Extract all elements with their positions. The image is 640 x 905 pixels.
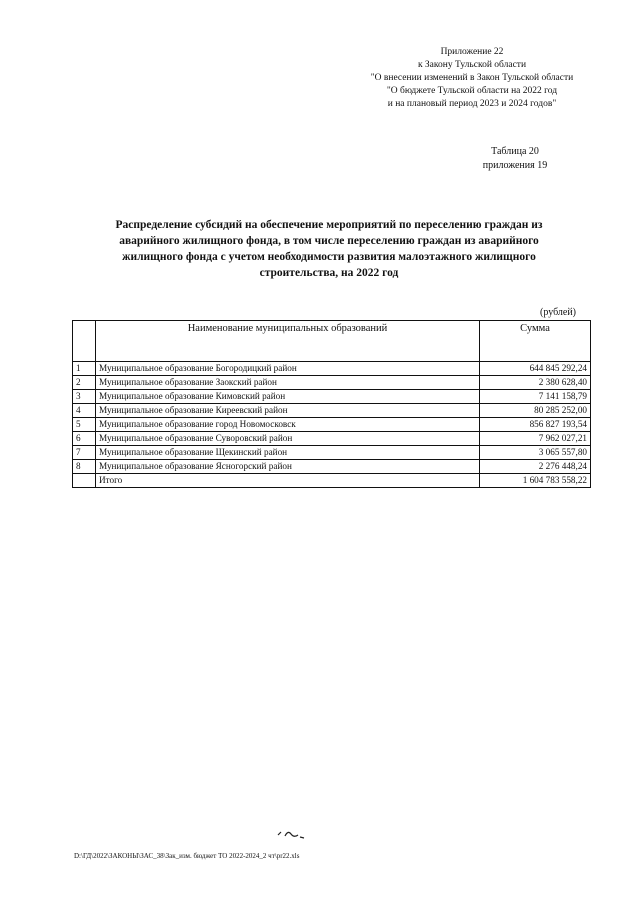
header-line: к Закону Тульской области — [417, 60, 527, 70]
table-row — [73, 432, 591, 446]
row-num: 3 — [73, 390, 96, 404]
row-sum: 7 962 027,21 — [480, 432, 591, 446]
document-header — [352, 46, 592, 111]
header-line: "О бюджете Тульской области на 2022 год — [386, 86, 558, 96]
row-name: Муниципальное образование Заокский район — [96, 376, 480, 390]
row-name: Муниципальное образование Щекинский район — [96, 446, 480, 460]
row-sum: 3 065 557,80 — [480, 446, 591, 460]
table-reference — [470, 145, 560, 173]
signature-mark — [276, 826, 306, 840]
table-row — [73, 376, 591, 390]
document-title: Распределение субсидий на обеспечение мероприятий по переселению граждан из аварийного жилищного фонда, в том числе переселению граждан из аварийного жилищного фонда с учетом необходимости развития малоэтажного жилищного строительства, на 2022 год — [115, 219, 543, 279]
table-row — [73, 460, 591, 474]
row-num: 1 — [73, 362, 96, 376]
table-ref-line: приложения 19 — [482, 160, 548, 171]
file-path-footer: D:\ГД\2022\ЗАКОНЫ\ЗАС_38\Зак_изм. бюджет ТО 2022-2024_2 чт\pr22.xls — [74, 852, 300, 860]
row-sum: 644 845 292,24 — [480, 362, 591, 376]
total-label: Итого — [96, 474, 480, 488]
row-name: Муниципальное образование Киреевский район — [96, 404, 480, 418]
row-sum: 80 285 252,00 — [480, 404, 591, 418]
row-sum: 2 276 448,24 — [480, 460, 591, 474]
row-name: Муниципальное образование город Новомосковск — [96, 418, 480, 432]
units-label: (рублей) — [540, 307, 577, 318]
header-num-cell — [73, 321, 96, 362]
row-num: 6 — [73, 432, 96, 446]
row-num: 8 — [73, 460, 96, 474]
row-sum: 856 827 193,54 — [480, 418, 591, 432]
header-sum-cell: Сумма — [480, 321, 591, 362]
table-row — [73, 404, 591, 418]
row-sum: 7 141 158,79 — [480, 390, 591, 404]
header-line: и на плановый период 2023 и 2024 годов" — [387, 99, 557, 109]
table-row — [73, 362, 591, 376]
subsidy-table — [72, 320, 591, 488]
total-row — [73, 474, 591, 488]
row-name: Муниципальное образование Богородицкий район — [96, 362, 480, 376]
table-header-row — [73, 321, 591, 362]
total-sum: 1 604 783 558,22 — [480, 474, 591, 488]
row-name: Муниципальное образование Ясногорский район — [96, 460, 480, 474]
table-ref-line: Таблица 20 — [491, 146, 539, 157]
header-line: Приложение 22 — [440, 47, 504, 57]
row-name: Муниципальное образование Суворовский район — [96, 432, 480, 446]
row-name: Муниципальное образование Кимовский район — [96, 390, 480, 404]
row-num: 5 — [73, 418, 96, 432]
row-num: 7 — [73, 446, 96, 460]
table-row — [73, 418, 591, 432]
header-name-cell: Наименование муниципальных образований — [96, 321, 480, 362]
header-line: "О внесении изменений в Закон Тульской области — [370, 73, 574, 83]
row-num: 2 — [73, 376, 96, 390]
table-row — [73, 446, 591, 460]
table-row — [73, 390, 591, 404]
total-num-cell — [73, 474, 96, 488]
row-sum: 2 380 628,40 — [480, 376, 591, 390]
row-num: 4 — [73, 404, 96, 418]
